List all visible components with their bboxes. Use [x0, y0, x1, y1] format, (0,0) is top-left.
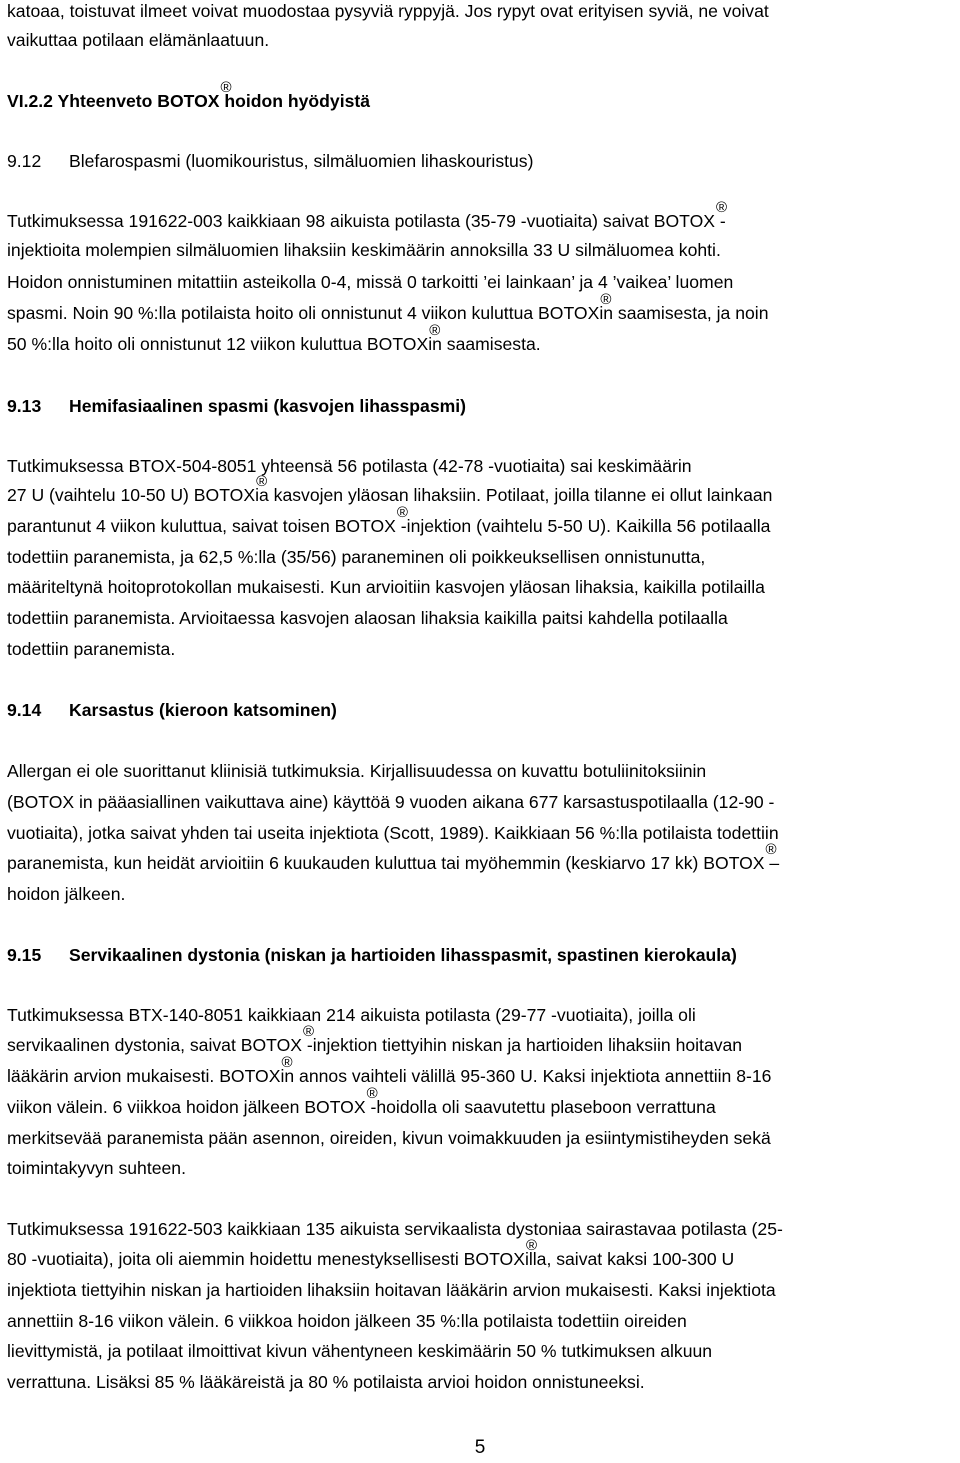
- subsection-number: 9.13: [7, 396, 42, 416]
- paragraph-line: vuotiaita), jotka saivat yhden tai useita injektiota (Scott, 1989). Kaikkiaan 56 %:lla potilaista todettiin: [7, 823, 779, 843]
- paragraph-line: todettiin paranemista.: [7, 639, 176, 659]
- paragraph-line: Tutkimuksessa BTX-140-8051 kaikkiaan 214 aikuista potilasta (29-77 -vuotiaita), joilla oli: [7, 1005, 696, 1025]
- subsection-number: 9.15: [7, 945, 42, 965]
- paragraph-line: todettiin paranemista. Arvioitaessa kasvojen alaosan lihaksia kaikilla paitsi kahdella potilaalla: [7, 608, 728, 628]
- paragraph-line: paranemista, kun heidät arvioitiin 6 kuukauden kuluttua tai myöhemmin (keskiarvo 17 kk) BOTOX ® –: [7, 841, 780, 873]
- paragraph-line: 50 %:lla hoito oli onnistunut 12 viikon kuluttua BOTOX ® in saamisesta.: [7, 322, 541, 354]
- section-heading: VI.2.2 Yhteenveto BOTOX ® hoidon hyödyistä: [7, 79, 371, 111]
- subsection-title: Servikaalinen dystonia (niskan ja hartioiden lihasspasmit, spastinen kierokaula): [69, 945, 737, 965]
- paragraph-line: viikon välein. 6 viikkoa hoidon jälkeen BOTOX ® -hoidolla oli saavutettu plaseboon verrattuna: [7, 1085, 716, 1117]
- paragraph-line: hoidon jälkeen.: [7, 884, 126, 904]
- paragraph-line: Allergan ei ole suorittanut kliinisiä tutkimuksia. Kirjallisuudessa on kuvattu botuliinitoksiinin: [7, 761, 707, 781]
- paragraph-line: verrattuna. Lisäksi 85 % lääkäreistä ja 80 % potilaista arvioi hoidon onnistuneeksi.: [7, 1372, 645, 1392]
- paragraph-line: parantunut 4 viikon kuluttua, saivat toisen BOTOX ® -injektion (vaihtelu 5-50 U). Kaikilla 56 potilaalla: [7, 504, 771, 536]
- subsection-title: Blefarospasmi (luomikouristus, silmäluomien lihaskouristus): [69, 151, 534, 171]
- paragraph-line: Tutkimuksessa 191622-003 kaikkiaan 98 aikuista potilasta (35-79 -vuotiaita) saivat BOTOX ® -: [7, 199, 728, 231]
- paragraph-line: injektiota tiettyihin niskan ja hartioiden lihaksiin hoitavan lääkärin arvion mukaisesti. Kaksi injektiota: [7, 1280, 776, 1300]
- subsection-number: 9.12: [7, 151, 42, 171]
- subsection-9-15-heading: [7, 944, 957, 966]
- paragraph-line: Tutkimuksessa BTOX-504-8051 yhteensä 56 potilasta (42-78 -vuotiaita) sai keskimäärin: [7, 456, 692, 476]
- intro-line-2: vaikuttaa potilaan elämänlaatuun.: [7, 30, 270, 50]
- paragraph-line: servikaalinen dystonia, saivat BOTOX ® -injektion tiettyihin niskan ja hartioiden lihaksiin hoitavan: [7, 1023, 743, 1055]
- section-heading-text-after: hoidon hyödyistä: [219, 91, 371, 111]
- paragraph-line: 80 -vuotiaita), joita oli aiemmin hoidettu menestyksellisesti BOTOX ® illa, saivat kaksi 100-300 U: [7, 1237, 735, 1269]
- subsection-title: Karsastus (kieroon katsominen): [69, 700, 337, 720]
- paragraph-line: lääkärin arvion mukaisesti. BOTOX ® in annos vaihteli välillä 95-360 U. Kaksi injektiota annettiin 8-16: [7, 1054, 772, 1086]
- paragraph-line: Hoidon onnistuminen mitattiin asteikolla 0-4, missä 0 tarkoitti ’ei lainkaan’ ja 4 ’vaikea’ luomen: [7, 272, 734, 292]
- paragraph-line: 27 U (vaihtelu 10-50 U) BOTOX ® ia kasvojen yläosan lihaksiin. Potilaat, joilla tilanne ei ollut lainkaan: [7, 473, 773, 505]
- paragraph-line: spasmi. Noin 90 %:lla potilaista hoito oli onnistunut 4 viikon kuluttua BOTOX ® in saamisesta, ja noin: [7, 291, 769, 323]
- paragraph-line: Tutkimuksessa 191622-503 kaikkiaan 135 aikuista servikaalista dystoniaa sairastavaa potilasta (25-: [7, 1219, 783, 1239]
- subsection-title: Hemifasiaalinen spasmi (kasvojen lihasspasmi): [69, 396, 467, 416]
- subsection-9-12-heading: [7, 150, 957, 172]
- paragraph-line: injektioita molempien silmäluomien lihaksiin keskimäärin annoksilla 33 U silmäluomea kohti.: [7, 240, 721, 260]
- paragraph-line: toimintakyvyn suhteen.: [7, 1158, 186, 1178]
- paragraph-line: annettiin 8-16 viikon välein. 6 viikkoa hoidon jälkeen 35 %:lla potilaista todettiin oireiden: [7, 1311, 687, 1331]
- page-number: 5: [474, 1437, 486, 1458]
- paragraph-line: lievittymistä, ja potilaat ilmoittivat kivun vähentyneen keskimäärin 50 % tutkimuksen alkuun: [7, 1341, 713, 1361]
- section-heading-text: VI.2.2 Yhteenveto BOTOX: [7, 91, 220, 111]
- subsection-9-13-heading: [7, 395, 957, 417]
- paragraph-line: merkitsevää paranemista pään asennon, oireiden, kivun voimakkuuden ja esiintymistiheyden sekä: [7, 1128, 771, 1148]
- paragraph-line: (BOTOX in pääasiallinen vaikuttava aine) käyttöä 9 vuoden aikana 677 karsastuspotilaalla (12-90 -: [7, 792, 775, 812]
- subsection-9-14-heading: [7, 699, 957, 721]
- subsection-number: 9.14: [7, 700, 42, 720]
- intro-line-1: katoaa, toistuvat ilmeet voivat muodostaa pysyviä ryppyjä. Jos rypyt ovat erityisen syviä, ne voivat: [7, 1, 769, 21]
- paragraph-line: todettiin paranemista, ja 62,5 %:lla (35/56) paraneminen oli poikkeuksellisen onnistunutta,: [7, 547, 706, 567]
- paragraph-line: määriteltynä hoitoprotokollan mukaisesti. Kun arvioitiin kasvojen yläosan lihaksia, kaikilla potilailla: [7, 577, 765, 597]
